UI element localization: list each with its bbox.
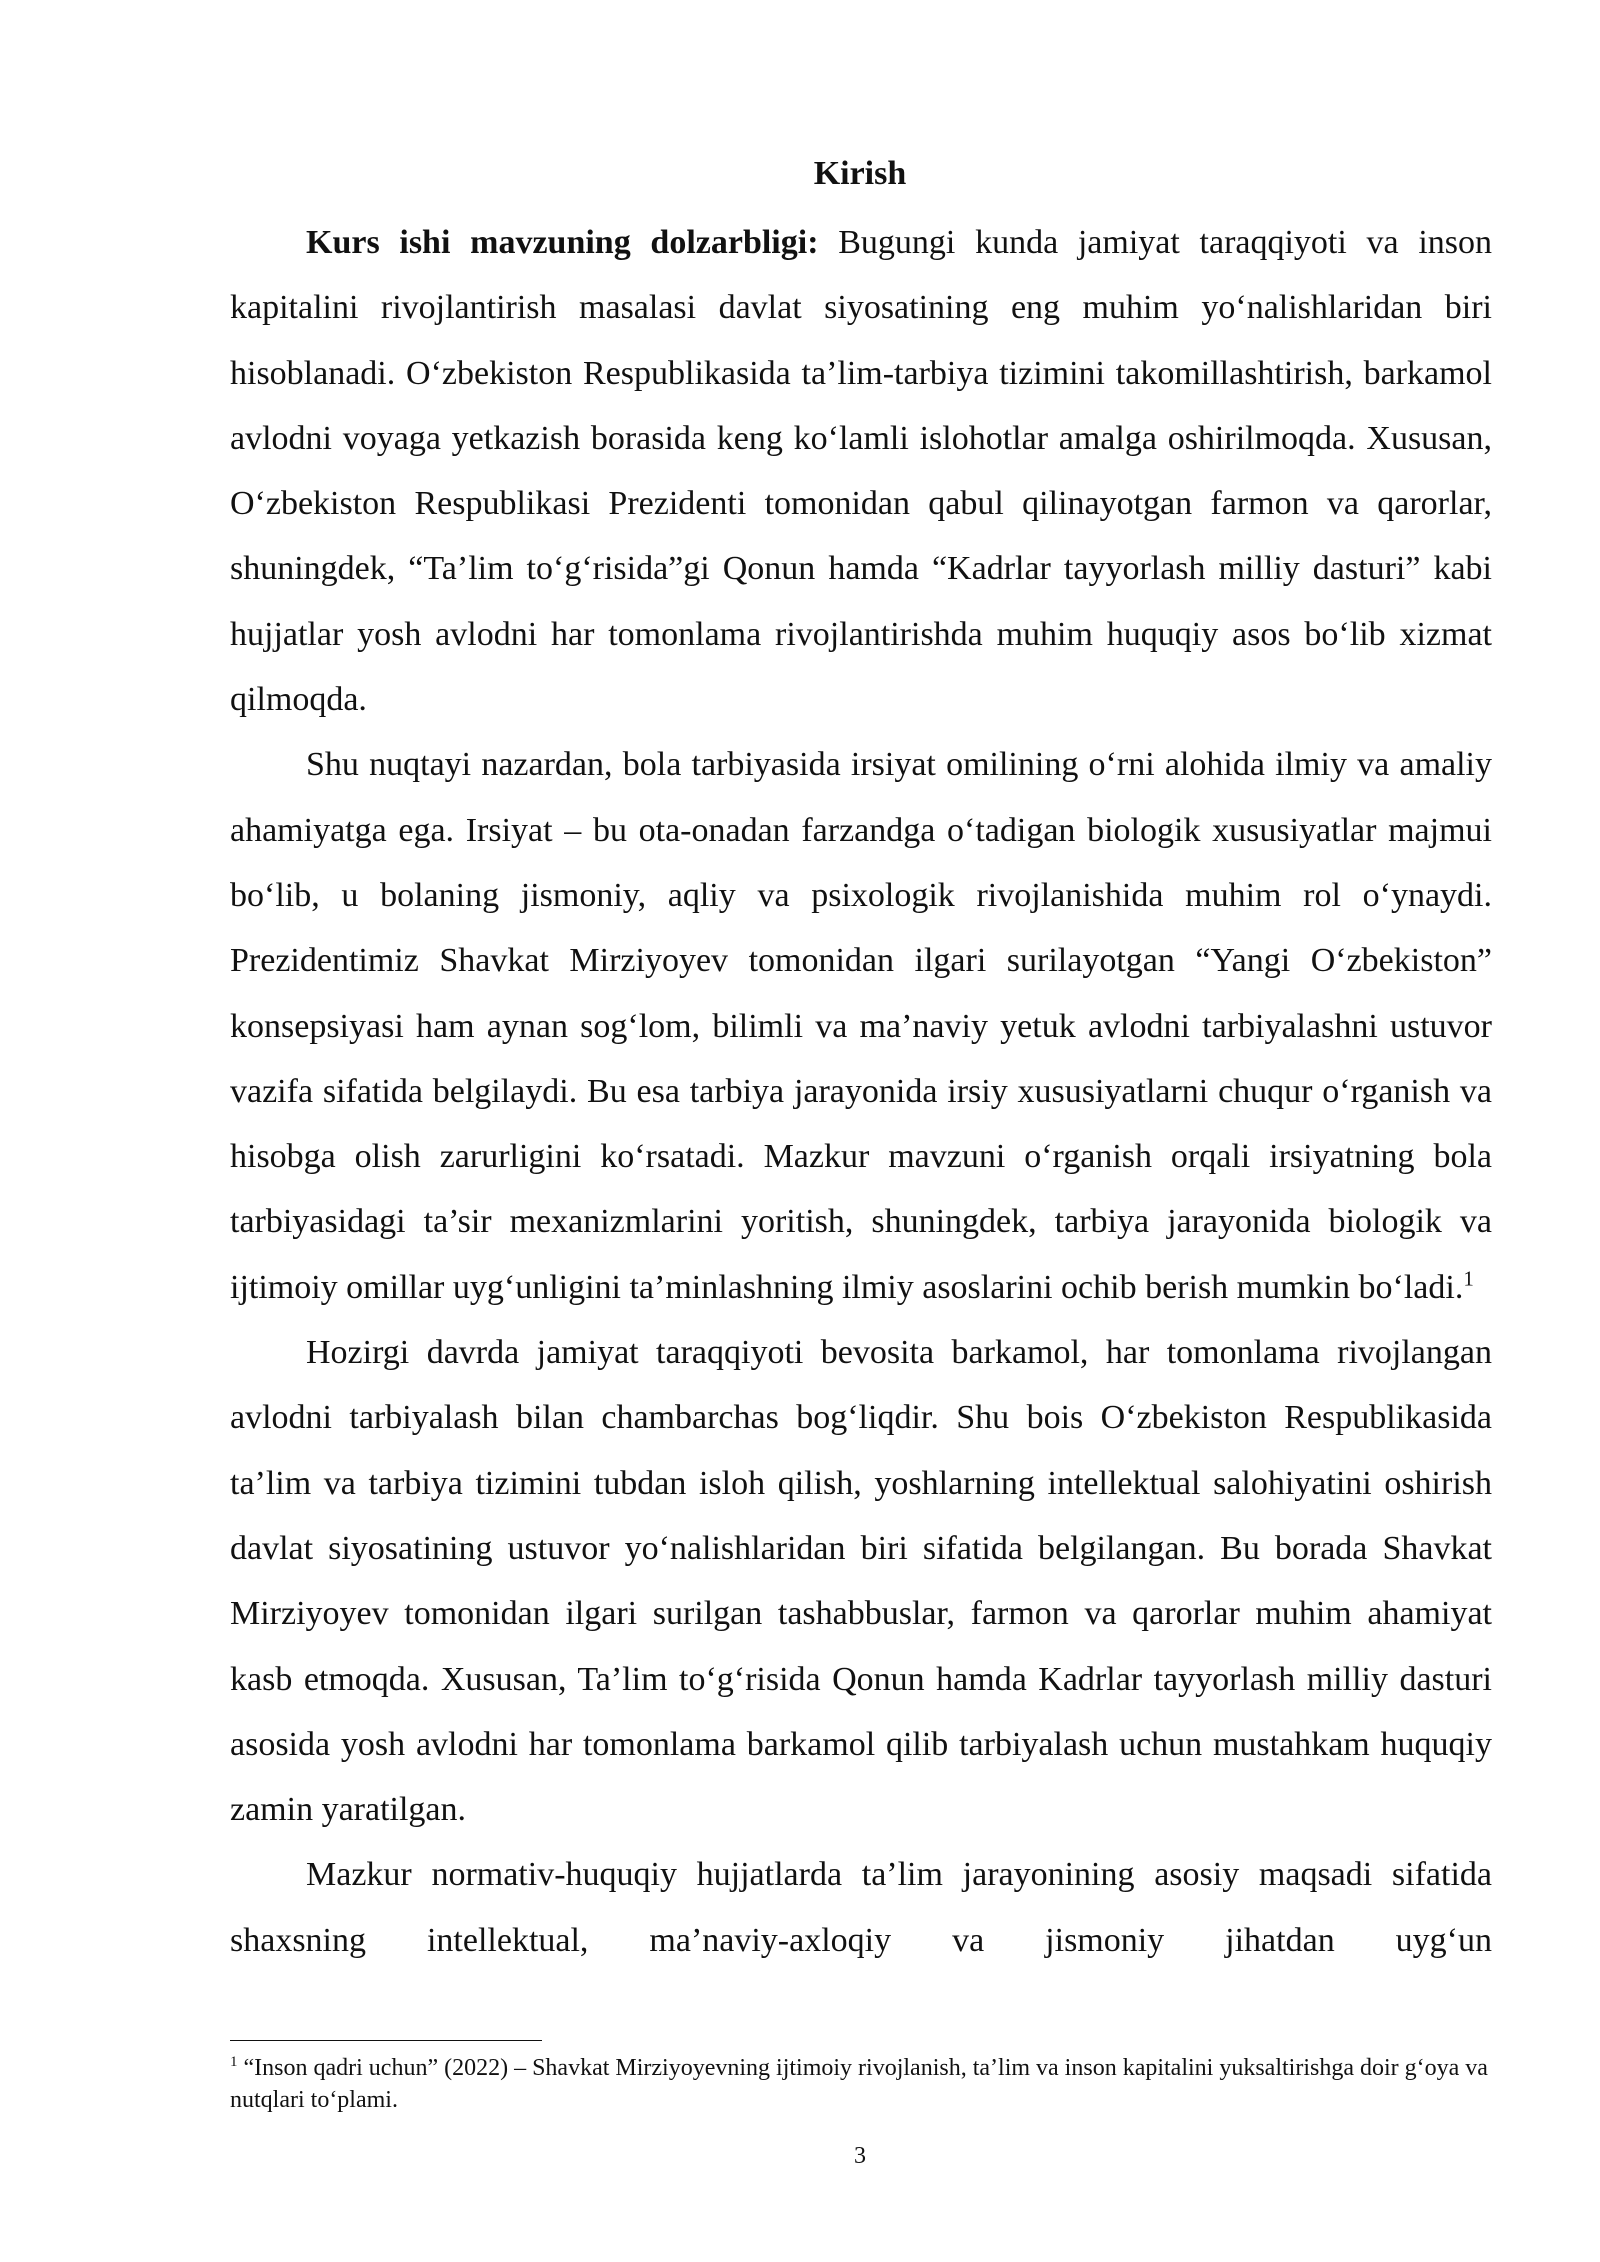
paragraph-3-text: Hozirgi davrda jamiyat taraqqiyoti bevosita barkamol, har tomonlama rivojlangan avlodni tarbiyalash bilan chambarchas bog‘liqdir. Shu bois O‘zbekiston Respublikasida ta’lim va tarbiya tizimini tubdan isloh qilish, yoshlarning intellektual salohiyatini oshirish davlat siyosatining ustuvor yo‘nalishlaridan biri sifatida belgilangan. Bu borada Shavkat Mirziyoyev tomonidan ilgari surilgan tashabbuslar, farmon va qarorlar muhim ahamiyat kasb etmoqda. Xususan, Ta’lim to‘g‘risida Qonun hamda Kadrlar tayyorlash milliy dasturi asosida yosh avlodni har tomonlama barkamol qilib tarbiyalash uchun mustahkam huquqiy zamin yaratilgan. [230,1334,1492,1829]
paragraph-3 [230,1320,1492,1842]
footnote-text: “Inson qadri uchun” (2022) – Shavkat Mirziyoyevning ijtimoiy rivojlanish, ta’lim va inson kapitalini yuksaltirishga doir g‘oya va nutqlari to‘plami. [230,2055,1488,2113]
footnote [230,2052,1492,2116]
paragraph-2 [230,732,1492,1320]
paragraph-2-text: Shu nuqtayi nazardan, bola tarbiyasida irsiyat omilining o‘rni alohida ilmiy va amaliy ahamiyatga ega. Irsiyat – bu ota-onadan farzandga o‘tadigan biologik xususiyatlar majmui bo‘lib, u bolaning jismoniy, aqliy va psixologik rivojlanishida muhim rol o‘ynaydi. Prezidentimiz Shavkat Mirziyoyev tomonidan ilgari surilayotgan “Yangi O‘zbekiston” konsepsiyasi ham aynan sog‘lom, bilimli va ma’naviy yetuk avlodni tarbiyalashni ustuvor vazifa sifatida belgilaydi. Bu esa tarbiya jarayonida irsiy xususiyatlarni chuqur o‘rganish va hisobga olish zarurligini ko‘rsatadi. Mazkur mavzuni o‘rganish orqali irsiyatning bola tarbiyasidagi ta’sir mexanizmlarini yoritish, shuningdek, tarbiya jarayonida biologik va ijtimoiy omillar uyg‘unligini ta’minlashning ilmiy asoslarini ochib berish mumkin bo‘ladi. [230,746,1492,1306]
footnote-number: 1 [230,2054,238,2070]
page-number: 3 [854,2143,866,2169]
paragraph-1-text: Bugungi kunda jamiyat taraqqiyoti va inson kapitalini rivojlantirish masalasi davlat siyosatining eng muhim yo‘nalishlaridan biri hisoblanadi. O‘zbekiston Respublikasida ta’lim-tarbiya tizimini takomillashtirish, barkamol avlodni voyaga yetkazish borasida keng ko‘lamli islohotlar amalga oshirilmoqda. Xususan, O‘zbekiston Respublikasi Prezidenti tomonidan qabul qilinayotgan farmon va qarorlar, shuningdek, “Ta’lim to‘g‘risida”gi Qonun hamda “Kadrlar tayyorlash milliy dasturi” kabi hujjatlar yosh avlodni har tomonlama rivojlantirishda muhim huquqiy asos bo‘lib xizmat qilmoqda. [230,224,1492,719]
section-title: Kirish [813,155,907,192]
body-text [230,210,1492,1973]
paragraph-1-lead: Kurs ishi mavzuning dolzarbligi: [306,224,819,261]
paragraph-4 [230,1842,1492,1973]
paragraph-4-text: Mazkur normativ-huquqiy hujjatlarda ta’lim jarayonining asosiy maqsadi sifatida shaxsning intellektual, ma’naviy-axloqiy va jismoniy jihatdan uyg‘un [230,1856,1492,1959]
paragraph-1 [230,210,1492,732]
footnote-separator [230,2040,542,2041]
footnote-reference[interactable]: 1 [1463,1266,1474,1291]
